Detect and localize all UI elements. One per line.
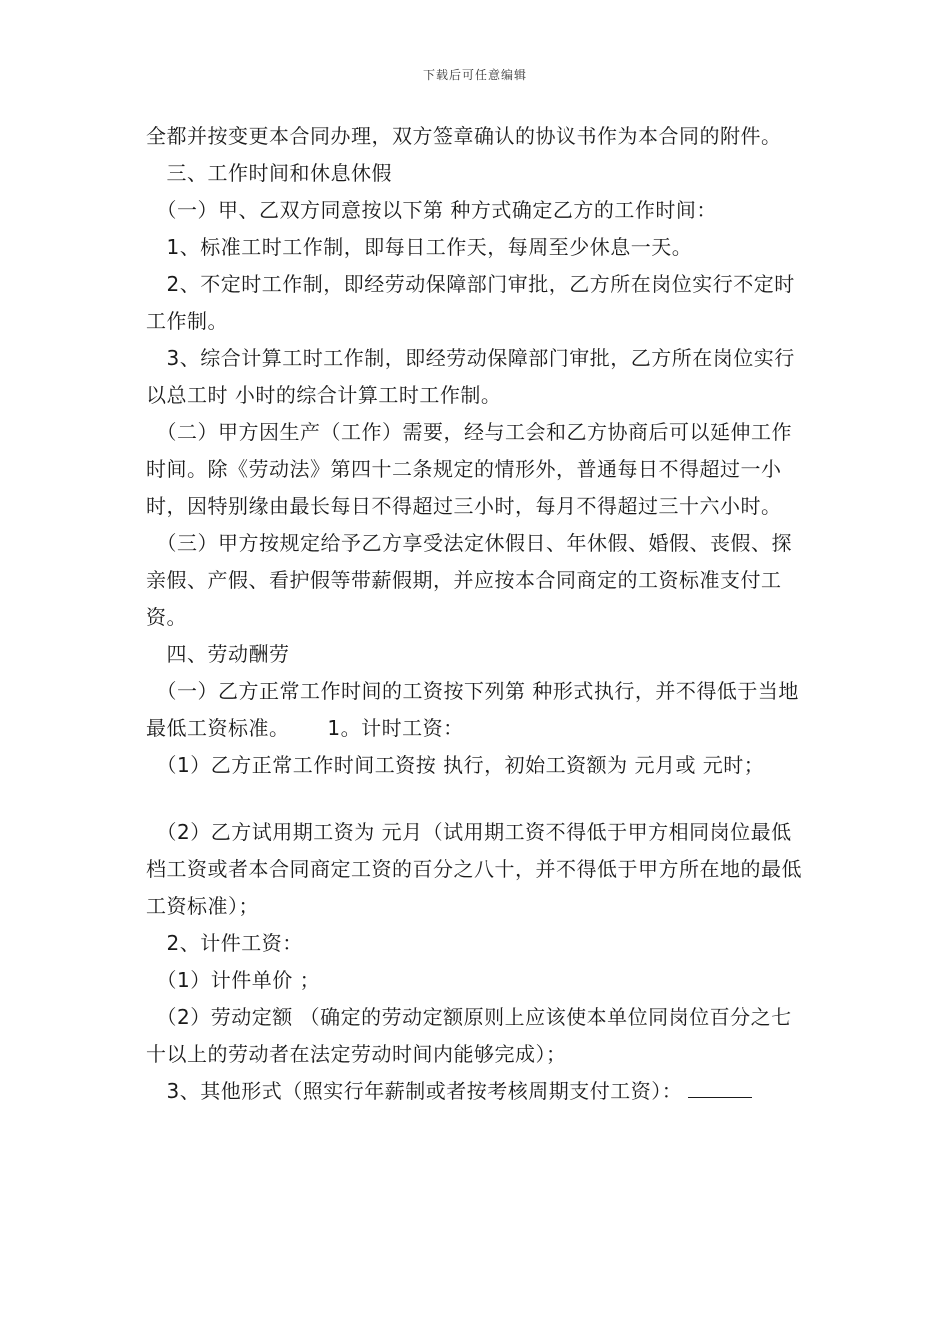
- spacer: [146, 784, 810, 814]
- page-header: 下载后可任意编辑: [422, 68, 527, 82]
- fill-in-blank: [688, 1079, 752, 1098]
- paragraph-comprehensive-hours: 3、综合计算工时工作制，即经劳动保障部门审批，乙方所在岗位实行以总工时 小时的综合计算工时工作制。: [146, 346, 795, 407]
- paragraph-standard-hours: 1、标准工时工作制，即每日工作天，每周至少休息一天。: [146, 235, 693, 259]
- paragraph-4-1: （一）乙方正常工作时间的工资按下列第 种形式执行，并不得低于当地最低工资标准。 1。计时工资：: [146, 679, 799, 740]
- paragraph-other-forms: [146, 1073, 810, 1110]
- paragraph-piece-wage: 2、计件工资：: [146, 931, 303, 955]
- paragraph-flexible-hours: 2、不定时工作制，即经劳动保障部门审批，乙方所在岗位实行不定时工作制。: [146, 272, 795, 333]
- paragraph-probation-wage: （2）乙方试用期工资为 元月（试用期工资不得低于甲方相同岗位最低档工资或者本合同商定工资的百分之八十，并不得低于甲方所在地的最低工资标准）；: [146, 820, 802, 918]
- paragraph-3-3: （三）甲方按规定给予乙方享受法定休假日、年休假、婚假、丧假、探亲假、产假、看护假等带薪假期，并应按本合同商定的工资标准支付工资。: [146, 531, 792, 629]
- paragraph-3-1: （一）甲、乙双方同意按以下第 种方式确定乙方的工作时间：: [146, 198, 717, 222]
- paragraph-other-forms-text: 3、其他形式（照实行年薪制或者按考核周期支付工资）：: [146, 1079, 683, 1103]
- section-heading-4: 四、劳动酬劳: [146, 642, 290, 666]
- paragraph-labor-quota: （2）劳动定额 （确定的劳动定额原则上应该使本单位同岗位百分之七十以上的劳动者在法定劳动时间内能够完成）；: [146, 1005, 792, 1066]
- paragraph-3-2: （二）甲方因生产（工作）需要，经与工会和乙方协商后可以延伸工作时间。除《劳动法》第四十二条规定的情形外，普通每日不得超过一小时，因特别缘由最长每日不得超过三小时，每月不得超过三十六小时。: [146, 420, 792, 518]
- paragraph-piece-rate: （1）计件单价 ；: [146, 968, 321, 992]
- paragraph-1: 全都并按变更本合同办理，双方签章确认的协议书作为本合同的附件。: [146, 124, 782, 148]
- paragraph-hourly-wage: （1）乙方正常工作时间工资按 执行，初始工资额为 元月或 元时；: [146, 753, 765, 777]
- section-heading-3: 三、工作时间和休息休假: [146, 161, 392, 185]
- document-body: [146, 118, 810, 1110]
